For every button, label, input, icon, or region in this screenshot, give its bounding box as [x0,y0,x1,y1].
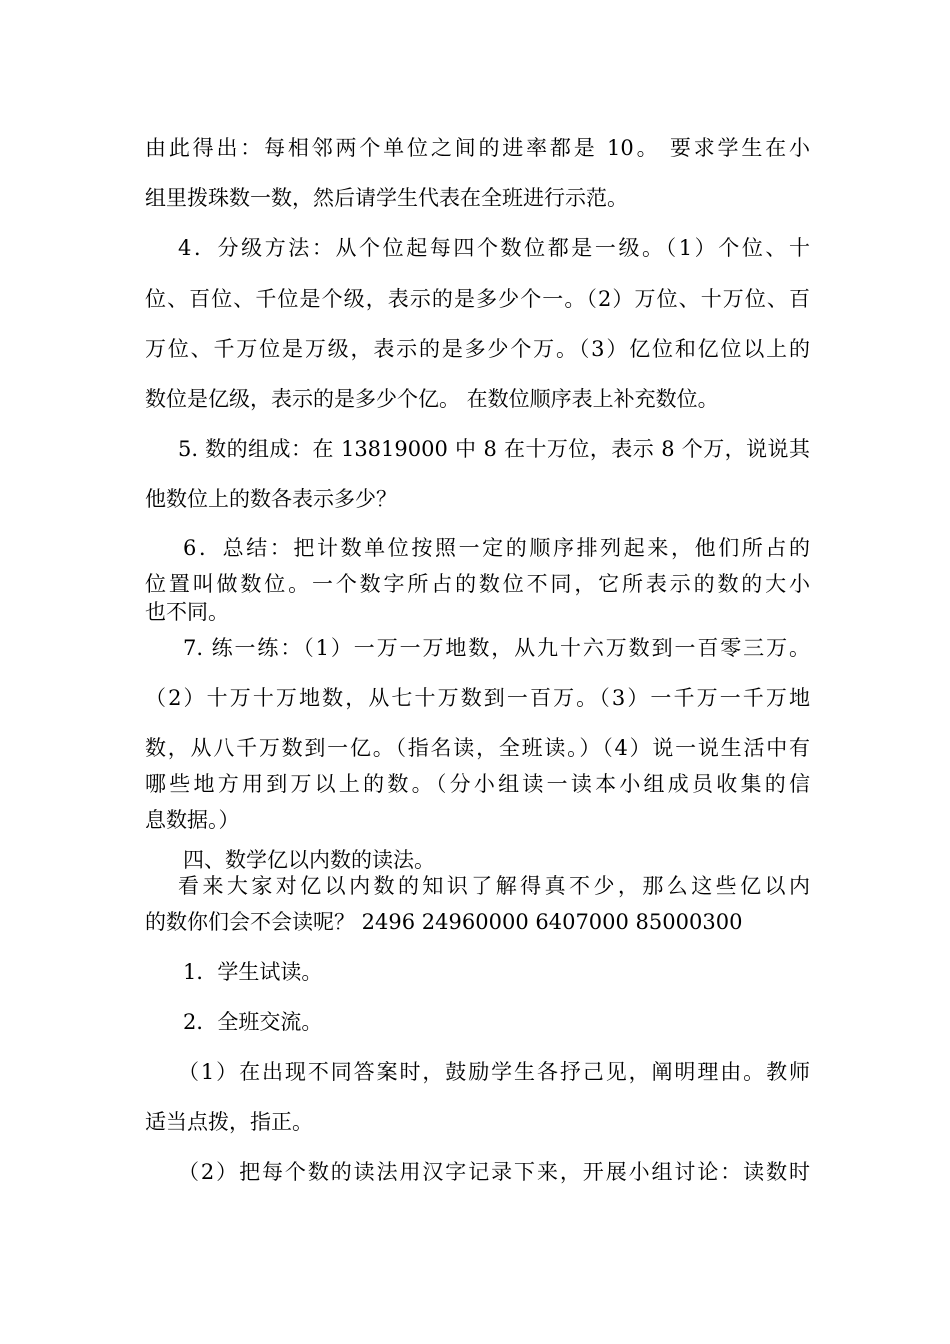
text-line: （1）在出现不同答案时，鼓励学生各抒己见，阐明理由。教师 [178,1060,810,1084]
text-line: 由此得出：每相邻两个单位之间的进率都是 10。 要求学生在小 [145,136,810,160]
text-line: 6．总结：把计数单位按照一定的顺序排列起来，他们所占的 [183,536,810,560]
text-line: （2）十万十万地数，从七十万数到一百万。（3）一千万一千万地 [145,686,810,710]
text-line: 2．全班交流。 [183,1010,323,1034]
text-line: 1．学生试读。 [183,960,323,984]
text-line: 7. 练一练：（1）一万一万地数，从九十六万数到一百零三万。 [183,636,810,660]
text-line: 的数你们会不会读呢？ 2496 24960000 6407000 85000300 [145,910,743,934]
text-line: 万位、千万位是万级，表示的是多少个万。（3）亿位和亿位以上的 [145,337,810,361]
section-heading: 四、数学亿以内数的读法。 [183,848,435,872]
text-line: 哪些地方用到万以上的数。（分小组读一读本小组成员收集的信 [145,772,810,796]
text-line: 位、百位、千位是个级，表示的是多少个一。（2）万位、十万位、百 [145,287,810,311]
text-line: 息数据。） [145,808,240,832]
text-line: 4．分级方法：从个位起每四个数位都是一级。（1）个位、十 [178,236,810,260]
text-line: 看来大家对亿以内数的知识了解得真不少，那么这些亿以内 [178,874,810,898]
text-line: 组里拨珠数一数，然后请学生代表在全班进行示范。 [145,186,628,210]
text-line: 也不同。 [145,600,229,624]
text-line: 他数位上的数各表示多少？ [145,487,397,511]
text-line: 位置叫做数位。一个数字所占的数位不同，它所表示的数的大小 [145,572,810,596]
text-line: 数位是亿级，表示的是多少个亿。 在数位顺序表上补充数位。 [145,387,719,411]
text-line: 适当点拨，指正。 [145,1110,313,1134]
text-line: 数，从八千万数到一亿。（指名读，全班读。）（4）说一说生活中有 [145,736,810,760]
text-line: （2）把每个数的读法用汉字记录下来，开展小组讨论：读数时 [178,1160,810,1184]
text-line: 5. 数的组成：在 13819000 中 8 在十万位，表示 8 个万，说说其 [178,437,810,461]
